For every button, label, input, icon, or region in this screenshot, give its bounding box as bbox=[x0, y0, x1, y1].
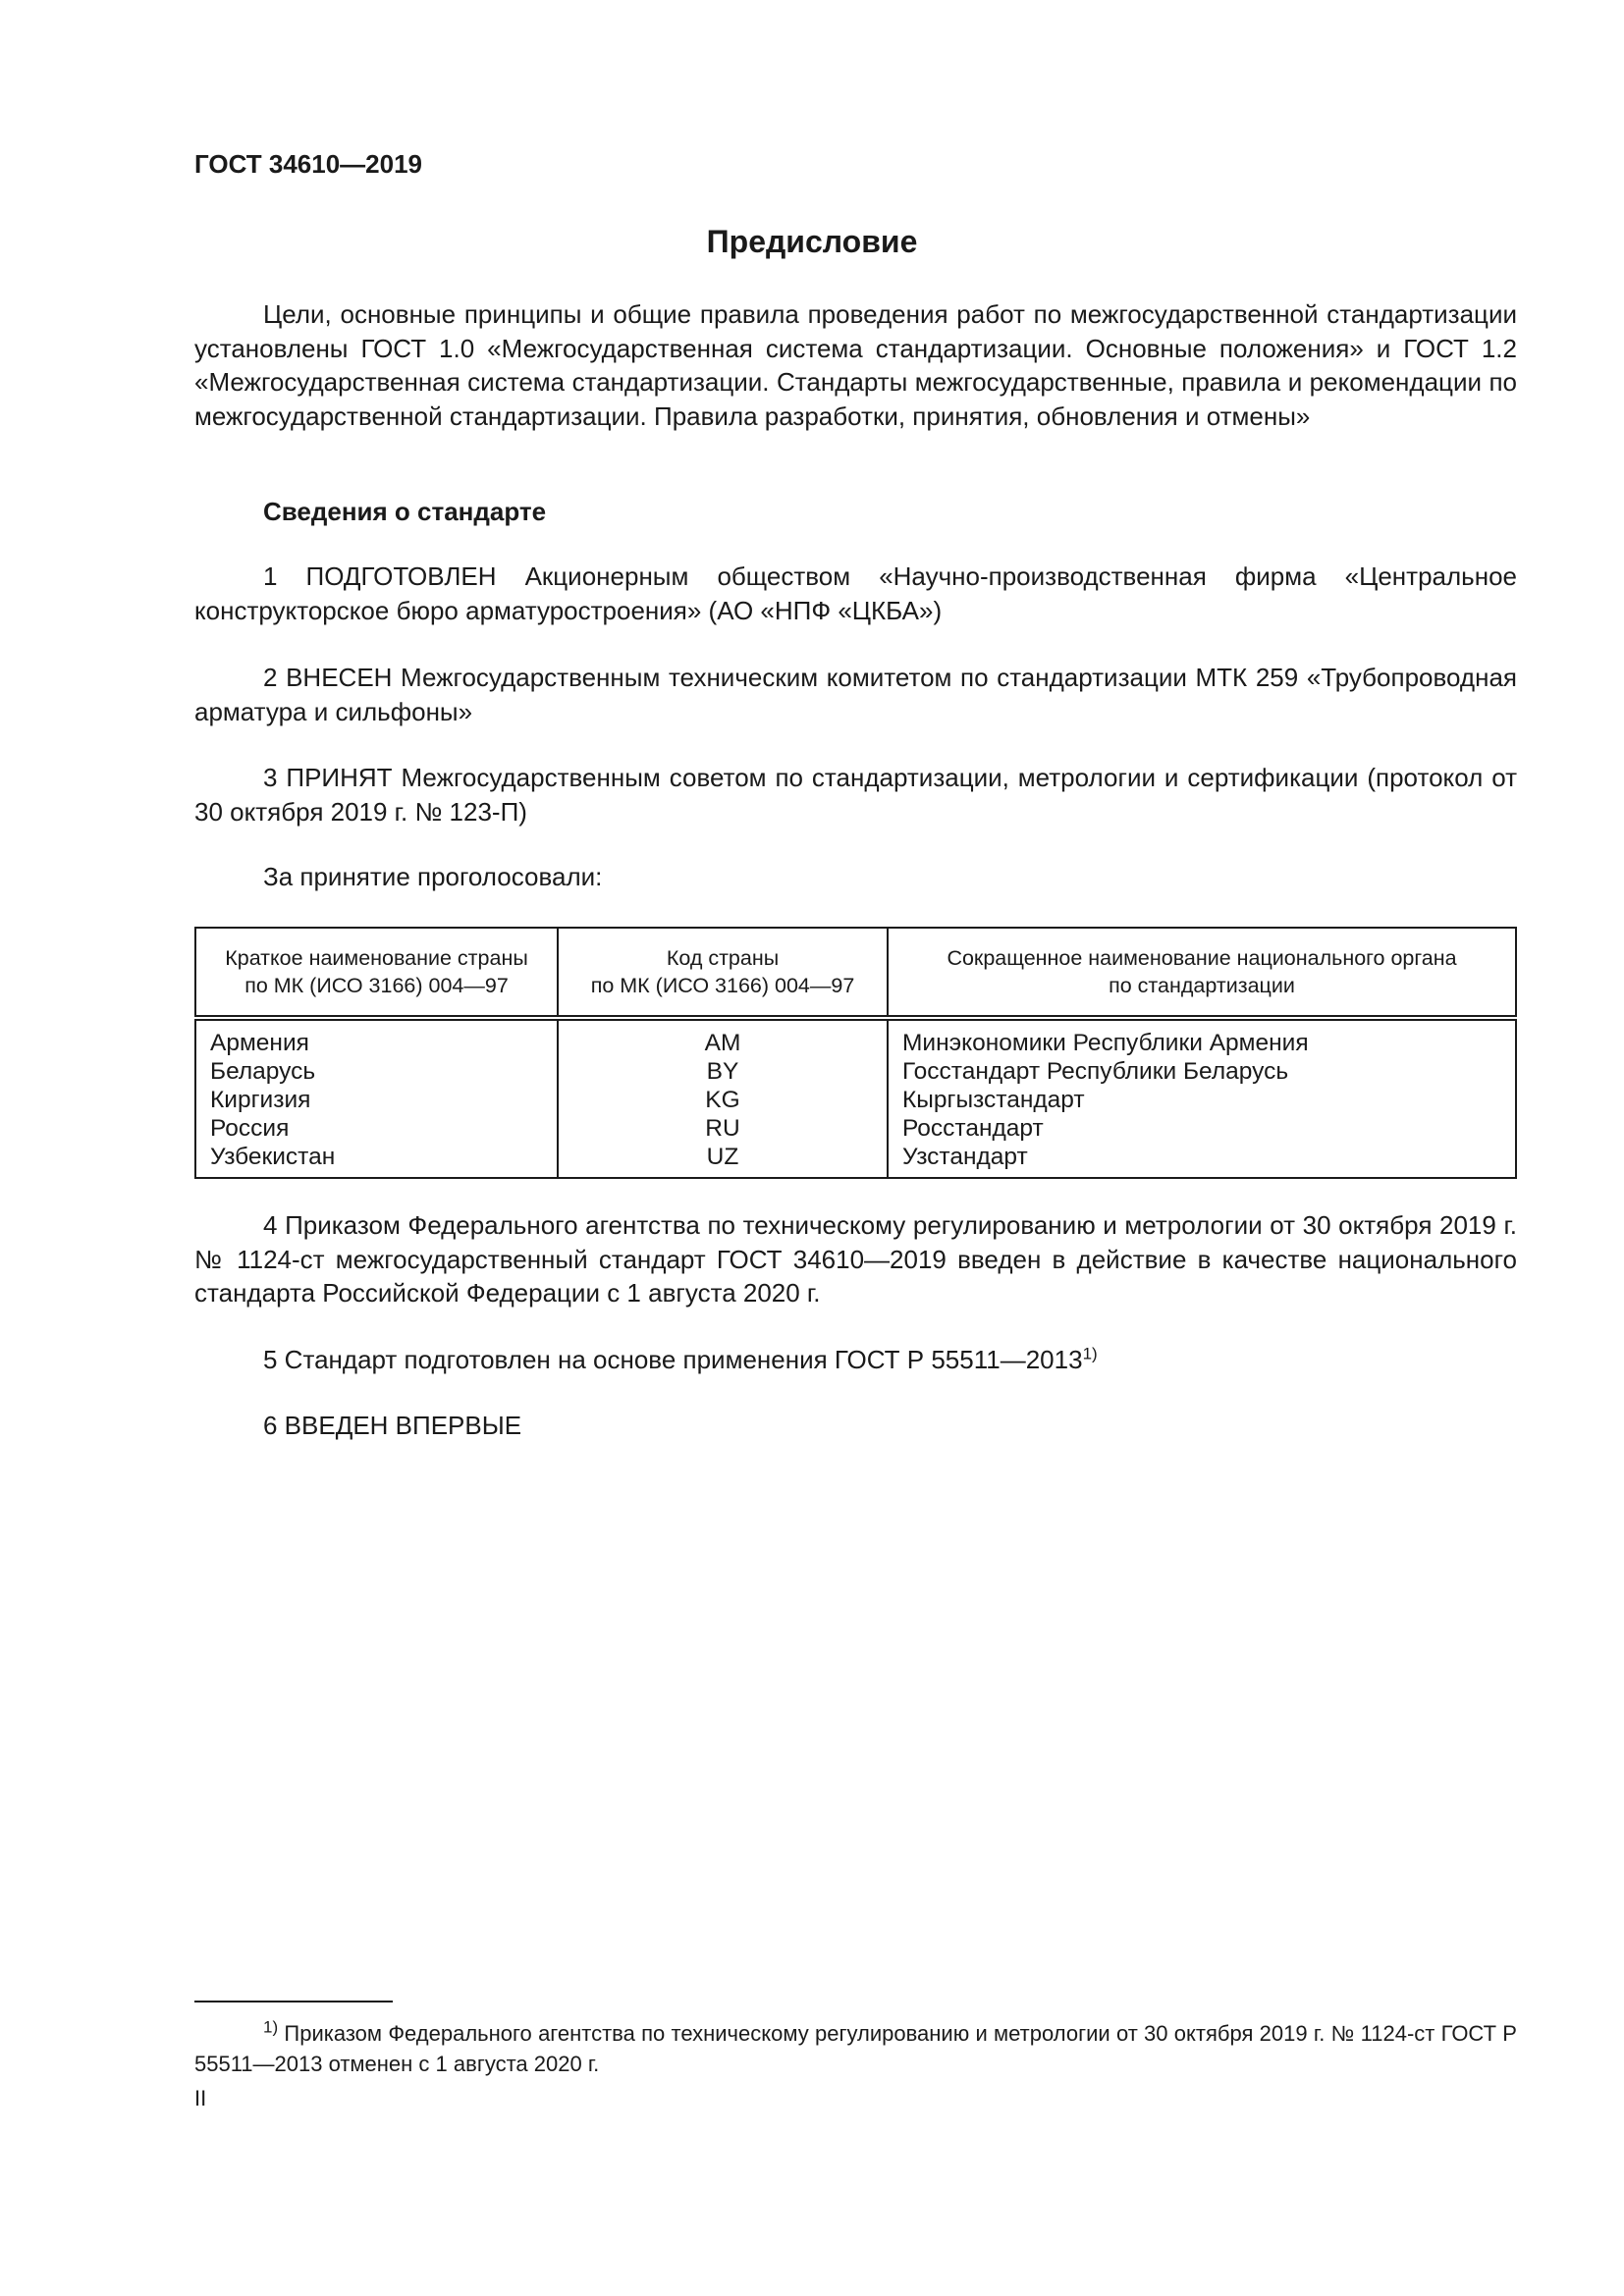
header-country bbox=[195, 928, 558, 1018]
footnote-divider bbox=[194, 2001, 393, 2002]
country-cell: Узбекистан bbox=[195, 1143, 558, 1178]
table-row bbox=[195, 1057, 1516, 1086]
info-heading: Сведения о стандарте bbox=[263, 497, 547, 526]
header-organization bbox=[888, 928, 1516, 1018]
country-cell: Беларусь bbox=[195, 1057, 558, 1086]
header-code-line1: Код страны bbox=[666, 946, 780, 970]
voting-table bbox=[194, 927, 1517, 1179]
table-row bbox=[195, 1018, 1516, 1057]
header-org-line1: Сокращенное наименование национального органа bbox=[947, 946, 1457, 970]
organization-cell: Госстандарт Республики Беларусь bbox=[888, 1057, 1516, 1086]
table-header-row bbox=[195, 928, 1516, 1018]
organization-cell: Кыргызстандарт bbox=[888, 1086, 1516, 1114]
item-2-text: 2 ВНЕСЕН Межгосударственным техническим комитетом по стандартизации МТК 259 «Трубопроводная арматура и сильфоны» bbox=[194, 663, 1517, 726]
item-5-text: 5 Стандарт подготовлен на основе применения ГОСТ Р 55511—2013 bbox=[263, 1345, 1083, 1374]
code-cell: BY bbox=[558, 1057, 888, 1086]
voted-label: За принятие проголосовали: bbox=[263, 862, 603, 891]
header-code bbox=[558, 928, 888, 1018]
table-row bbox=[195, 1086, 1516, 1114]
page-title: Предисловие bbox=[706, 224, 918, 259]
table-row bbox=[195, 1114, 1516, 1143]
footnote-reference: 1) bbox=[1082, 1344, 1098, 1363]
item-4 bbox=[194, 1208, 1517, 1310]
code-cell: AM bbox=[558, 1018, 888, 1057]
footnote-mark: 1) bbox=[263, 2017, 279, 2037]
country-cell: Армения bbox=[195, 1018, 558, 1057]
footnote bbox=[194, 2018, 1517, 2079]
header-code-line2: по МК (ИСО 3166) 004—97 bbox=[590, 974, 855, 997]
footnote-text: Приказом Федерального агентства по техническому регулированию и метрологии от 30 октября 2019 г. № 1124-ст ГОСТ Р 55511—2013 отменен с 1 августа 2020 г. bbox=[194, 2021, 1517, 2076]
header-country-line1: Краткое наименование страны bbox=[225, 946, 528, 970]
item-4-text: 4 Приказом Федерального агентства по техническому регулированию и метрологии от 30 октября 2019 г. № 1124-ст межгосударственный стандарт ГОСТ 34610—2019 введен в действие в качестве национального стандарта Российской Федерации с 1 августа 2020 г. bbox=[194, 1210, 1517, 1308]
header-country-line2: по МК (ИСО 3166) 004—97 bbox=[244, 974, 509, 997]
country-cell: Россия bbox=[195, 1114, 558, 1143]
organization-cell: Росстандарт bbox=[888, 1114, 1516, 1143]
item-3 bbox=[194, 761, 1517, 828]
organization-cell: Узстандарт bbox=[888, 1143, 1516, 1178]
intro-paragraph bbox=[194, 297, 1517, 433]
item-6: 6 ВВЕДЕН ВПЕРВЫЕ bbox=[263, 1411, 522, 1440]
item-1-text: 1 ПОДГОТОВЛЕН Акционерным обществом «Научно-производственная фирма «Центральное конструкторское бюро арматуростроения» (АО «НПФ «ЦКБА») bbox=[194, 561, 1517, 625]
item-1 bbox=[194, 560, 1517, 627]
code-cell: UZ bbox=[558, 1143, 888, 1178]
item-2 bbox=[194, 661, 1517, 728]
country-cell: Киргизия bbox=[195, 1086, 558, 1114]
code-cell: RU bbox=[558, 1114, 888, 1143]
page-number: II bbox=[194, 2086, 207, 2110]
organization-cell: Минэкономики Республики Армения bbox=[888, 1018, 1516, 1057]
item-3-text: 3 ПРИНЯТ Межгосударственным советом по стандартизации, метрологии и сертификации (протокол от 30 октября 2019 г. № 123-П) bbox=[194, 763, 1517, 827]
document-header: ГОСТ 34610—2019 bbox=[194, 149, 422, 179]
item-5 bbox=[263, 1345, 1098, 1375]
intro-text: Цели, основные принципы и общие правила проведения работ по межгосударственной стандартизации установлены ГОСТ 1.0 «Межгосударственная система стандартизации. Основные положения» и ГОСТ 1.2 «Межгосударственная система стандартизации. Стандарты межгосударственные, правила и рекомендации по межгосударственной стандартизации. Правила разработки, принятия, обновления и отмены» bbox=[194, 299, 1517, 431]
table-row bbox=[195, 1143, 1516, 1178]
header-org-line2: по стандартизации bbox=[1109, 974, 1295, 997]
code-cell: KG bbox=[558, 1086, 888, 1114]
